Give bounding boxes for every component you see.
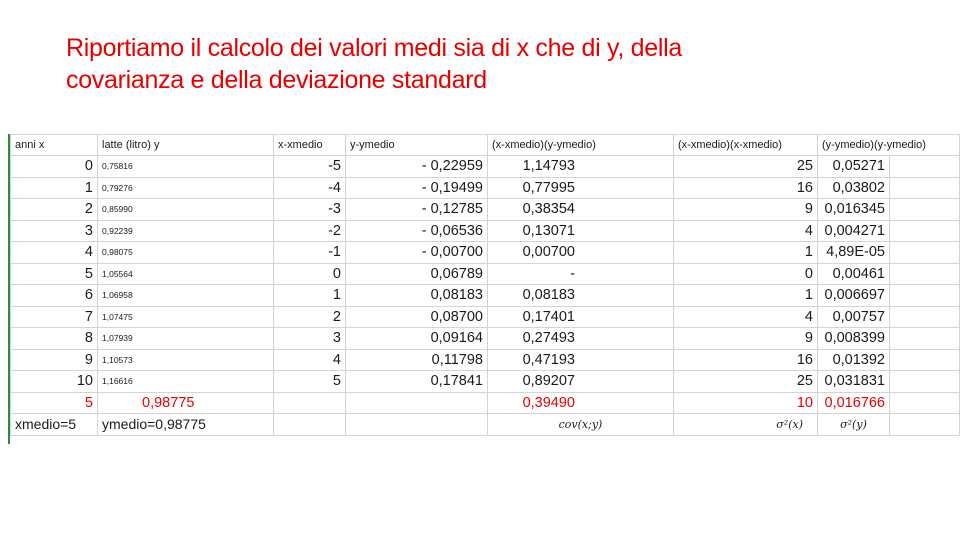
table-cell: - [488, 263, 674, 285]
mean-cell: 0,39490 [488, 392, 674, 414]
table-row [11, 177, 960, 199]
header-cell: anni x [11, 135, 98, 156]
header-row [11, 135, 960, 156]
table-row [11, 349, 960, 371]
table-cell: - 0,00700 [346, 242, 488, 264]
table-cell: -5 [274, 156, 346, 178]
empty-cell [890, 306, 960, 328]
empty-cell [890, 285, 960, 307]
table-cell: 0,08183 [346, 285, 488, 307]
table-row [11, 242, 960, 264]
table-cell: 3 [11, 220, 98, 242]
empty-cell [890, 328, 960, 350]
table-cell: 1 [11, 177, 98, 199]
header-cell: (x-xmedio)(x-xmedio) [674, 135, 818, 156]
table-cell: 0,17401 [488, 306, 674, 328]
table-cell: 16 [674, 349, 818, 371]
table-cell: 6 [11, 285, 98, 307]
spreadsheet-image [8, 134, 960, 444]
mean-cell: 10 [674, 392, 818, 414]
table-cell: 0,09164 [346, 328, 488, 350]
table-row [11, 199, 960, 221]
table-cell: 1 [274, 285, 346, 307]
table-cell: 4,89E-05 [818, 242, 890, 264]
table-row [11, 263, 960, 285]
table-cell: 0,08183 [488, 285, 674, 307]
table-cell: 1,07939 [98, 328, 274, 350]
table-cell: 0,006697 [818, 285, 890, 307]
empty-cell [890, 371, 960, 393]
table-cell: 5 [11, 263, 98, 285]
table-cell: 0,85990 [98, 199, 274, 221]
table-cell: 7 [11, 306, 98, 328]
table-cell: 9 [11, 349, 98, 371]
table-cell: 0,79276 [98, 177, 274, 199]
table-cell: 1,14793 [488, 156, 674, 178]
table-cell: 2 [274, 306, 346, 328]
table-cell: 3 [274, 328, 346, 350]
empty-cell [890, 156, 960, 178]
footer-row [11, 414, 960, 436]
table-cell: 0,00700 [488, 242, 674, 264]
table-cell: 0,75816 [98, 156, 274, 178]
header-cell: y-ymedio [346, 135, 488, 156]
table-cell: 1,10573 [98, 349, 274, 371]
table-cell: 1,07475 [98, 306, 274, 328]
table-cell: 0,031831 [818, 371, 890, 393]
table-cell: 0,03802 [818, 177, 890, 199]
table-row [11, 306, 960, 328]
table-cell: 2 [11, 199, 98, 221]
table-cell: 16 [674, 177, 818, 199]
table-row [11, 328, 960, 350]
table-cell: 0,89207 [488, 371, 674, 393]
table-cell: -1 [274, 242, 346, 264]
table-cell: 4 [674, 220, 818, 242]
table-cell: 1,05564 [98, 263, 274, 285]
table-cell: 4 [11, 242, 98, 264]
table-cell: 0,98075 [98, 242, 274, 264]
table-cell: 0,008399 [818, 328, 890, 350]
table-row [11, 371, 960, 393]
table-cell: 0,11798 [346, 349, 488, 371]
title-line-2: covarianza e della deviazione standard [66, 66, 487, 94]
table-cell: 0,00461 [818, 263, 890, 285]
table-cell: 0,77995 [488, 177, 674, 199]
header-cell: latte (litro) y [98, 135, 274, 156]
mean-cell: 5 [11, 392, 98, 414]
table-cell: 0,06789 [346, 263, 488, 285]
table-cell: 4 [274, 349, 346, 371]
title-line-1: Riportiamo il calcolo dei valori medi sia di x che di y, della [66, 34, 682, 62]
header-cell: x-xmedio [274, 135, 346, 156]
table-cell: - 0,19499 [346, 177, 488, 199]
table-cell: 0,00757 [818, 306, 890, 328]
table-cell: - 0,12785 [346, 199, 488, 221]
table-cell: 1,16616 [98, 371, 274, 393]
mean-cell: 0,98775 [98, 392, 274, 414]
table-cell: 4 [674, 306, 818, 328]
table-cell: 0,01392 [818, 349, 890, 371]
table-cell: -4 [274, 177, 346, 199]
mean-cell [274, 392, 346, 414]
variance-x-symbol: σ²(x) [674, 414, 818, 436]
xmedio-label: xmedio=5 [11, 414, 98, 436]
ymedio-label: ymedio=0,98775 [98, 414, 274, 436]
mean-cell: 0,016766 [818, 392, 890, 414]
empty-cell [890, 177, 960, 199]
table-cell: - 0,22959 [346, 156, 488, 178]
table-row [11, 285, 960, 307]
table-row [11, 156, 960, 178]
covariance-symbol: cov(x;y) [488, 414, 674, 436]
table-cell: 0,17841 [346, 371, 488, 393]
table-cell: 0,38354 [488, 199, 674, 221]
empty-cell [274, 414, 346, 436]
header-cell: (y-ymedio)(y-ymedio) [818, 135, 960, 156]
variance-y-symbol: σ²(y) [818, 414, 890, 436]
table-row [11, 220, 960, 242]
table-cell: 5 [274, 371, 346, 393]
table-cell: 25 [674, 156, 818, 178]
table-cell: 0,27493 [488, 328, 674, 350]
empty-cell [346, 414, 488, 436]
empty-cell [890, 220, 960, 242]
table-cell: 0,08700 [346, 306, 488, 328]
table-cell: - 0,06536 [346, 220, 488, 242]
table-cell: 1 [674, 285, 818, 307]
empty-cell [890, 414, 960, 436]
table-cell: 0 [11, 156, 98, 178]
mean-row [11, 392, 960, 414]
empty-cell [890, 263, 960, 285]
table-cell: 0,05271 [818, 156, 890, 178]
table-cell: -2 [274, 220, 346, 242]
slide-title [66, 32, 926, 96]
header-cell: (x-xmedio)(y-ymedio) [488, 135, 674, 156]
table-cell: 0,47193 [488, 349, 674, 371]
empty-cell [890, 199, 960, 221]
table-cell: 0,004271 [818, 220, 890, 242]
table-cell: 1,06958 [98, 285, 274, 307]
table-cell: 0 [674, 263, 818, 285]
table-cell: 0,92239 [98, 220, 274, 242]
mean-cell [346, 392, 488, 414]
table-cell: 9 [674, 328, 818, 350]
empty-cell [890, 242, 960, 264]
empty-cell [890, 349, 960, 371]
table-cell: -3 [274, 199, 346, 221]
table-cell: 0 [274, 263, 346, 285]
table-cell: 25 [674, 371, 818, 393]
statistics-table [10, 134, 960, 436]
table-cell: 0,13071 [488, 220, 674, 242]
table-cell: 9 [674, 199, 818, 221]
table-cell: 1 [674, 242, 818, 264]
table-cell: 8 [11, 328, 98, 350]
table-cell: 0,016345 [818, 199, 890, 221]
table-cell: 10 [11, 371, 98, 393]
empty-cell [890, 392, 960, 414]
